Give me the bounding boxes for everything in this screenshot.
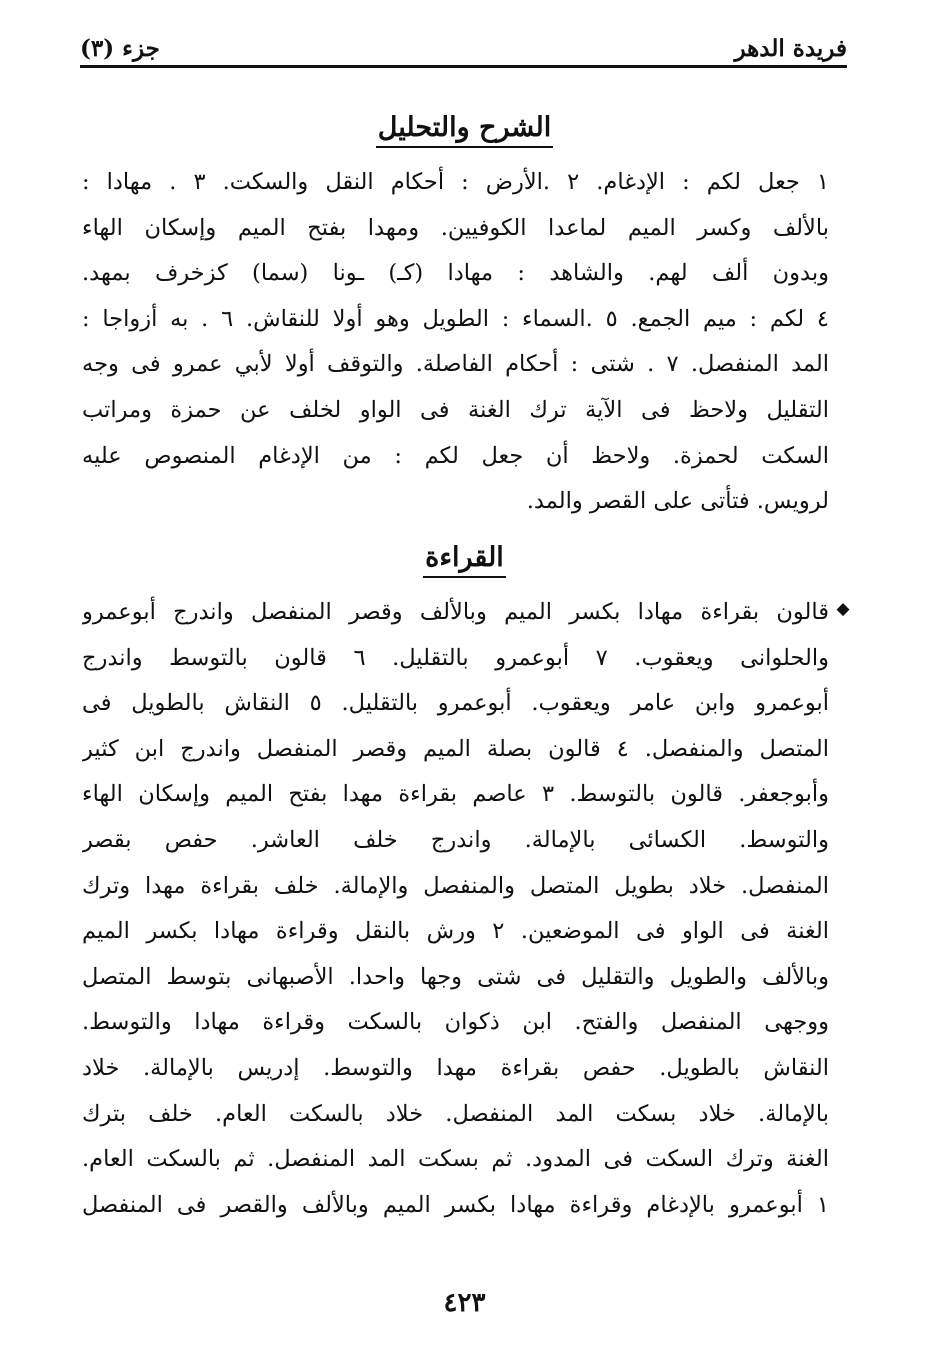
commentary-line: المد المنفصل. ٧ . شتى : أحكام الفاصلة. والتوقف أولا لأبي عمرو فى وجه [82, 351, 829, 378]
commentary-line: السكت لحمزة. ولاحظ أن جعل لكم : من الإدغام المنصوص عليه [82, 442, 829, 469]
reading-line: النقاش بالطويل. حفص بقراءة مهدا والتوسط. إدريس بالإمالة. خلاد [82, 1054, 829, 1081]
reading-line: ١ أبوعمرو بالإدغام وقراءة مهادا بكسر الميم وبالألف والقصر فى المنفصل [82, 1191, 829, 1218]
reading-line: والحلوانى ويعقوب. ٧ أبوعمرو بالتقليل. ٦ قالون بالتوسط واندرج [82, 644, 829, 671]
running-header [80, 22, 847, 62]
commentary-line: التقليل ولاحظ فى الآية ترك الغنة فى الواو لخلف عن حمزة ومراتب [82, 396, 829, 423]
reading-line: ووجهى المنفصل والفتح. ابن ذكوان بالسكت وقراءة مهادا والتوسط. [82, 1009, 829, 1036]
reading-line: والتوسط. الكسائى بالإمالة. واندرج خلف العاشر. حفص بقصر [82, 826, 829, 853]
commentary-line: ٤ لكم : ميم الجمع. ٥ .السماء : الطويل وهو أولا للنقاش. ٦ . به أزواجا : [82, 305, 829, 332]
reading-line: الغنة فى الواو فى الموضعين. ٢ ورش بالنقل وقراءة مهادا بكسر الميم [82, 918, 829, 945]
reading-line: بالإمالة. خلاد بسكت المد المنفصل. خلاد بالسكت العام. خلف بترك [82, 1100, 829, 1127]
reading-line: المتصل والمنفصل. ٤ قالون بصلة الميم وقصر المنفصل واندرج ابن كثير [82, 735, 829, 762]
commentary-line: وبدون ألف لهم. والشاهد : مهادا (كـ) ـونا (سما) كزخرف بمهد. [82, 260, 829, 287]
commentary-line: بالألف وكسر الميم لماعدا الكوفيين. ومهدا بفتح الميم وإسكان الهاء [82, 214, 829, 241]
reading-line: وبالألف والطويل والتقليل فى شتى وجها واحدا. الأصبهانى بتوسط المتصل [82, 963, 829, 990]
reading-heading-text: القراءة [423, 542, 506, 578]
commentary-heading-text: الشرح والتحليل [376, 112, 553, 148]
reading-line: أبوعمرو وابن عامر ويعقوب. أبوعمرو بالتقليل. ٥ النقاش بالطويل فى [82, 690, 829, 717]
commentary-line: ١ جعل لكم : الإدغام. ٢ .الأرض : أحكام النقل والسكت. ٣ . مهادا : [82, 169, 829, 195]
commentary-line: لرويس. فتأتى على القصر والمد. [526, 488, 829, 515]
reading-section [82, 590, 829, 1228]
commentary-heading [0, 112, 929, 148]
reading-heading [0, 542, 929, 578]
reading-line: الغنة وترك السكت فى المدود. ثم بسكت المد المنفصل. ثم بالسكت العام. [82, 1146, 829, 1173]
reading-line: المنفصل. خلاد بطويل المتصل والمنفصل والإمالة. خلف بقراءة مهدا وترك [82, 872, 829, 899]
reading-line: قالون بقراءة مهادا بكسر الميم وبالألف وقصر المنفصل واندرج أبوعمرو [82, 599, 829, 625]
commentary-section [82, 160, 829, 525]
header-rule [80, 65, 847, 68]
page-number: ٤٢٣ [443, 1288, 486, 1318]
diamond-bullet-icon: ◆ [836, 599, 850, 619]
part-label: جزء (٣) [80, 35, 160, 62]
reading-line: وأبوجعفر. قالون بالتوسط. ٣ عاصم بقراءة مهدا بفتح الميم وإسكان الهاء [82, 781, 829, 808]
book-title: فريدة الدهر [734, 35, 847, 62]
